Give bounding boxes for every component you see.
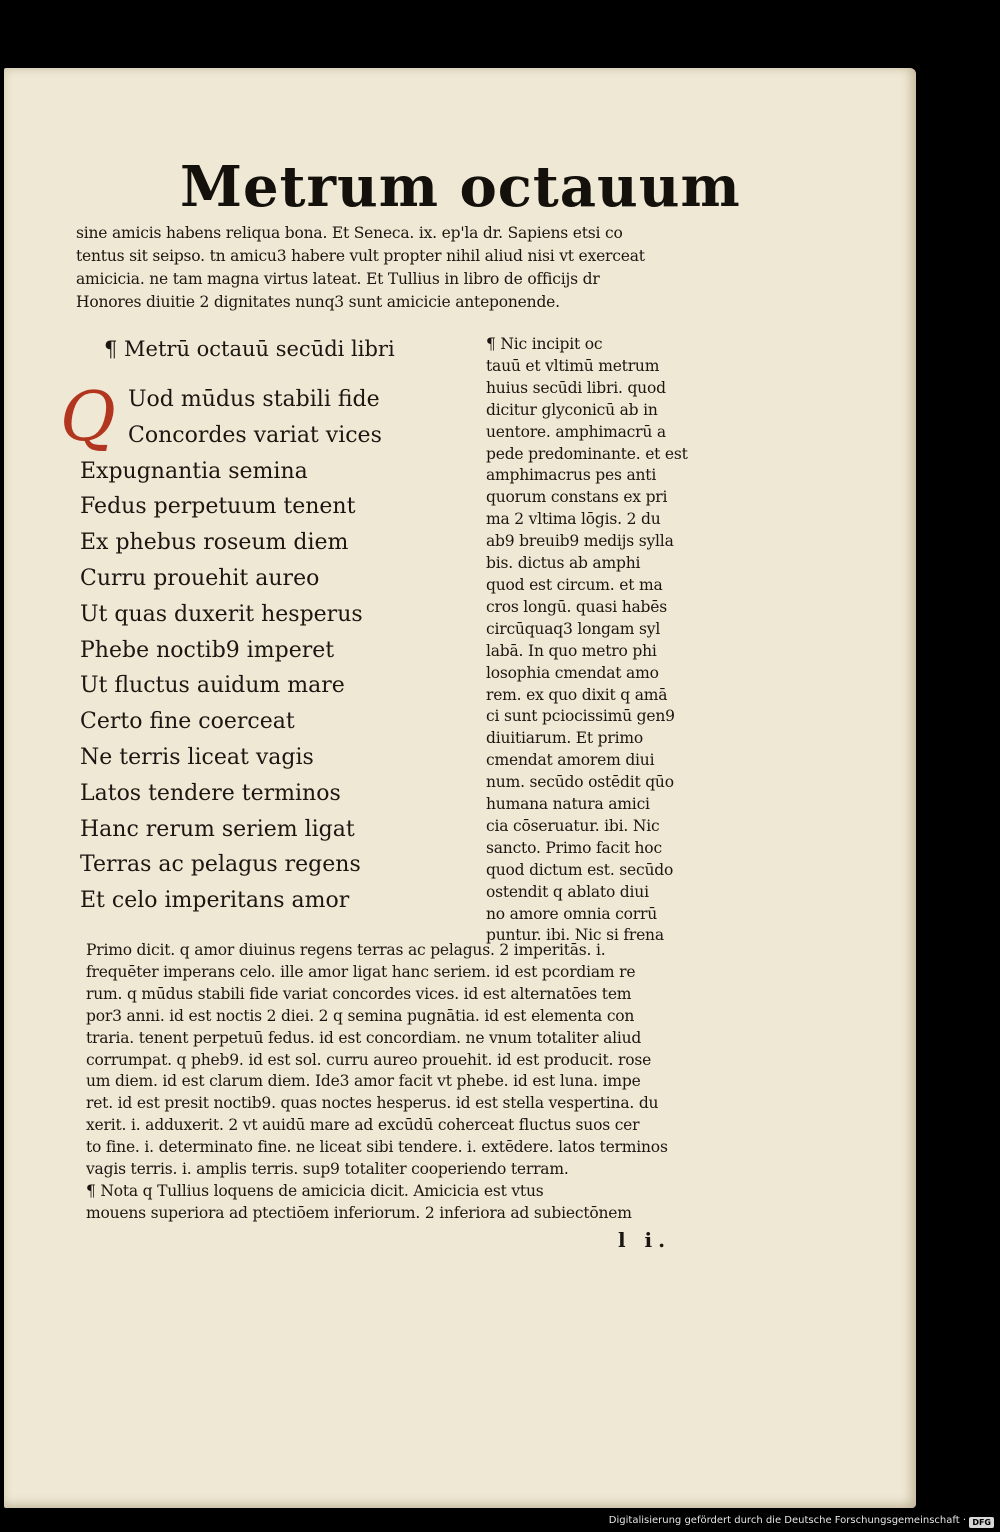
bottom-line: ¶ Nota q Tullius loquens de amicicia dicit. Amicicia est vtus — [86, 1181, 544, 1200]
chapter-heading: Metrum octauum — [180, 154, 741, 220]
verse-line: Latos tendere terminos — [80, 780, 341, 806]
verse-line: Ex phebus roseum diem — [80, 530, 349, 556]
commentary-line: rem. ex quo dixit q amā — [486, 685, 668, 704]
commentary-line: puntur. ibi. Nic si frena — [486, 926, 664, 945]
verse-line: Terras ac pelagus regens — [80, 852, 361, 878]
commentary-line: ci sunt pciocissimū gen9 — [486, 707, 675, 726]
bottom-line: Primo dicit. q amor diuinus regens terras ac pelagus. 2 imperitās. i. — [86, 941, 606, 959]
verse-line: Hanc rerum seriem ligat — [80, 816, 355, 842]
commentary-line: diuitiarum. Et primo — [486, 729, 643, 748]
intro-line: tentus sit seipso. tn amicu3 habere vult propter nihil aliud nisi vt exerceat — [76, 247, 645, 265]
intro-line: sine amicis habens reliqua bona. Et Seneca. ix. ep'la dr. Sapiens etsi co — [76, 224, 623, 242]
commentary-line: huius secūdi libri. quod — [486, 378, 666, 397]
bottom-line: rum. q mūdus stabili fide variat concordes vices. id est alternatōes tem — [86, 984, 632, 1003]
bottom-line: um diem. id est clarum diem. Ide3 amor facit vt phebe. id est luna. impe — [86, 1072, 641, 1091]
intro-line: amicicia. ne tam magna virtus lateat. Et Tullius in libro de officijs dr — [76, 270, 600, 288]
bottom-line: frequēter imperans celo. ille amor ligat hanc seriem. id est pcordiam re — [86, 962, 636, 981]
commentary-column — [486, 334, 704, 947]
commentary-line: cia cōseruatur. ibi. Nic — [486, 816, 660, 835]
dfg-logo: DFG — [969, 1517, 994, 1528]
commentary-line: uentore. amphimacrū a — [486, 422, 666, 441]
verse-line: Phebe noctib9 imperet — [80, 637, 335, 663]
verse-line: Ut fluctus auidum mare — [80, 673, 345, 699]
verse-line: Uod mūdus stabili fide — [128, 387, 380, 412]
folio-number: l i. — [618, 1228, 672, 1252]
commentary-line: bis. dictus ab amphi — [486, 554, 641, 573]
verse-line: Et celo imperitans amor — [80, 888, 350, 914]
verse-line: Ne terris liceat vagis — [80, 744, 314, 770]
verse-line: Ut quas duxerit hesperus — [80, 601, 363, 627]
verse-title: ¶ Metrū octauū secūdi libri — [104, 337, 395, 361]
bottom-line: vagis terris. i. amplis terris. sup9 totaliter cooperiendo terram. — [86, 1160, 569, 1179]
verse-column — [80, 382, 460, 919]
verse-line: Curru prouehit aureo — [80, 565, 320, 591]
verse-line: Fedus perpetuum tenent — [80, 494, 356, 520]
bottom-line: ret. id est presit noctib9. quas noctes hesperus. id est stella vespertina. du — [86, 1094, 659, 1113]
intro-paragraph — [76, 222, 702, 314]
bottom-line: xerit. i. adduxerit. 2 vt auidū mare ad excūdū coherceat fluctus suos cer — [86, 1116, 640, 1135]
bottom-line: mouens superiora ad ptectiōem inferiorum. 2 inferiora ad subiectōnem — [86, 1203, 632, 1222]
commentary-line: quod est circum. et ma — [486, 575, 663, 594]
verse-line: Expugnantia semina — [80, 458, 308, 484]
commentary-line: pede predominante. et est — [486, 444, 688, 463]
bottom-line: por3 anni. id est noctis 2 diei. 2 q semina pugnātia. id est elementa con — [86, 1006, 635, 1025]
commentary-line: num. secūdo ostēdit qūo — [486, 773, 674, 792]
commentary-line: cmendat amorem diui — [486, 751, 655, 770]
commentary-line: circūquaq3 longam syl — [486, 619, 661, 638]
commentary-line: ab9 breuib9 medijs sylla — [486, 532, 674, 551]
bottom-line: corrumpat. q pheb9. id est sol. curru aureo prouehit. id est producit. rose — [86, 1050, 652, 1069]
verse-line: Certo fine coerceat — [80, 709, 295, 735]
commentary-line: dicitur glyconicū ab in — [486, 400, 658, 419]
commentary-line: ostendit q ablato diui — [486, 882, 649, 901]
bottom-commentary — [86, 940, 702, 1225]
commentary-line: ma 2 vltima lōgis. 2 du — [486, 510, 661, 529]
verse-line: Concordes variat vices — [128, 422, 382, 448]
intro-line: Honores diuitie 2 dignitates nunq3 sunt amicicie anteponende. — [76, 293, 560, 311]
commentary-line: quod dictum est. secūdo — [486, 860, 674, 879]
commentary-line: humana natura amici — [486, 795, 650, 814]
digitization-credit: Digitalisierung gefördert durch die Deutsche Forschungsgemeinschaft · — [608, 1515, 966, 1526]
commentary-line: quorum constans ex pri — [486, 488, 668, 507]
bottom-line: traria. tenent perpetuū fedus. id est concordiam. ne vnum totaliter aliud — [86, 1028, 642, 1047]
commentary-line: tauū et vltimū metrum — [486, 356, 660, 375]
commentary-line: no amore omnia corrū — [486, 904, 657, 923]
bottom-line: to fine. i. determinato fine. ne liceat sibi tendere. i. extēdere. latos terminos — [86, 1138, 668, 1157]
commentary-line: losophia cmendat amo — [486, 663, 659, 682]
red-initial: Q — [60, 378, 116, 457]
commentary-line: ¶ Nic incipit oc — [486, 335, 603, 353]
commentary-line: cros longū. quasi habēs — [486, 597, 667, 616]
commentary-line: amphimacrus pes anti — [486, 466, 657, 485]
commentary-line: labā. In quo metro phi — [486, 641, 657, 660]
commentary-line: sancto. Primo facit hoc — [486, 838, 662, 857]
